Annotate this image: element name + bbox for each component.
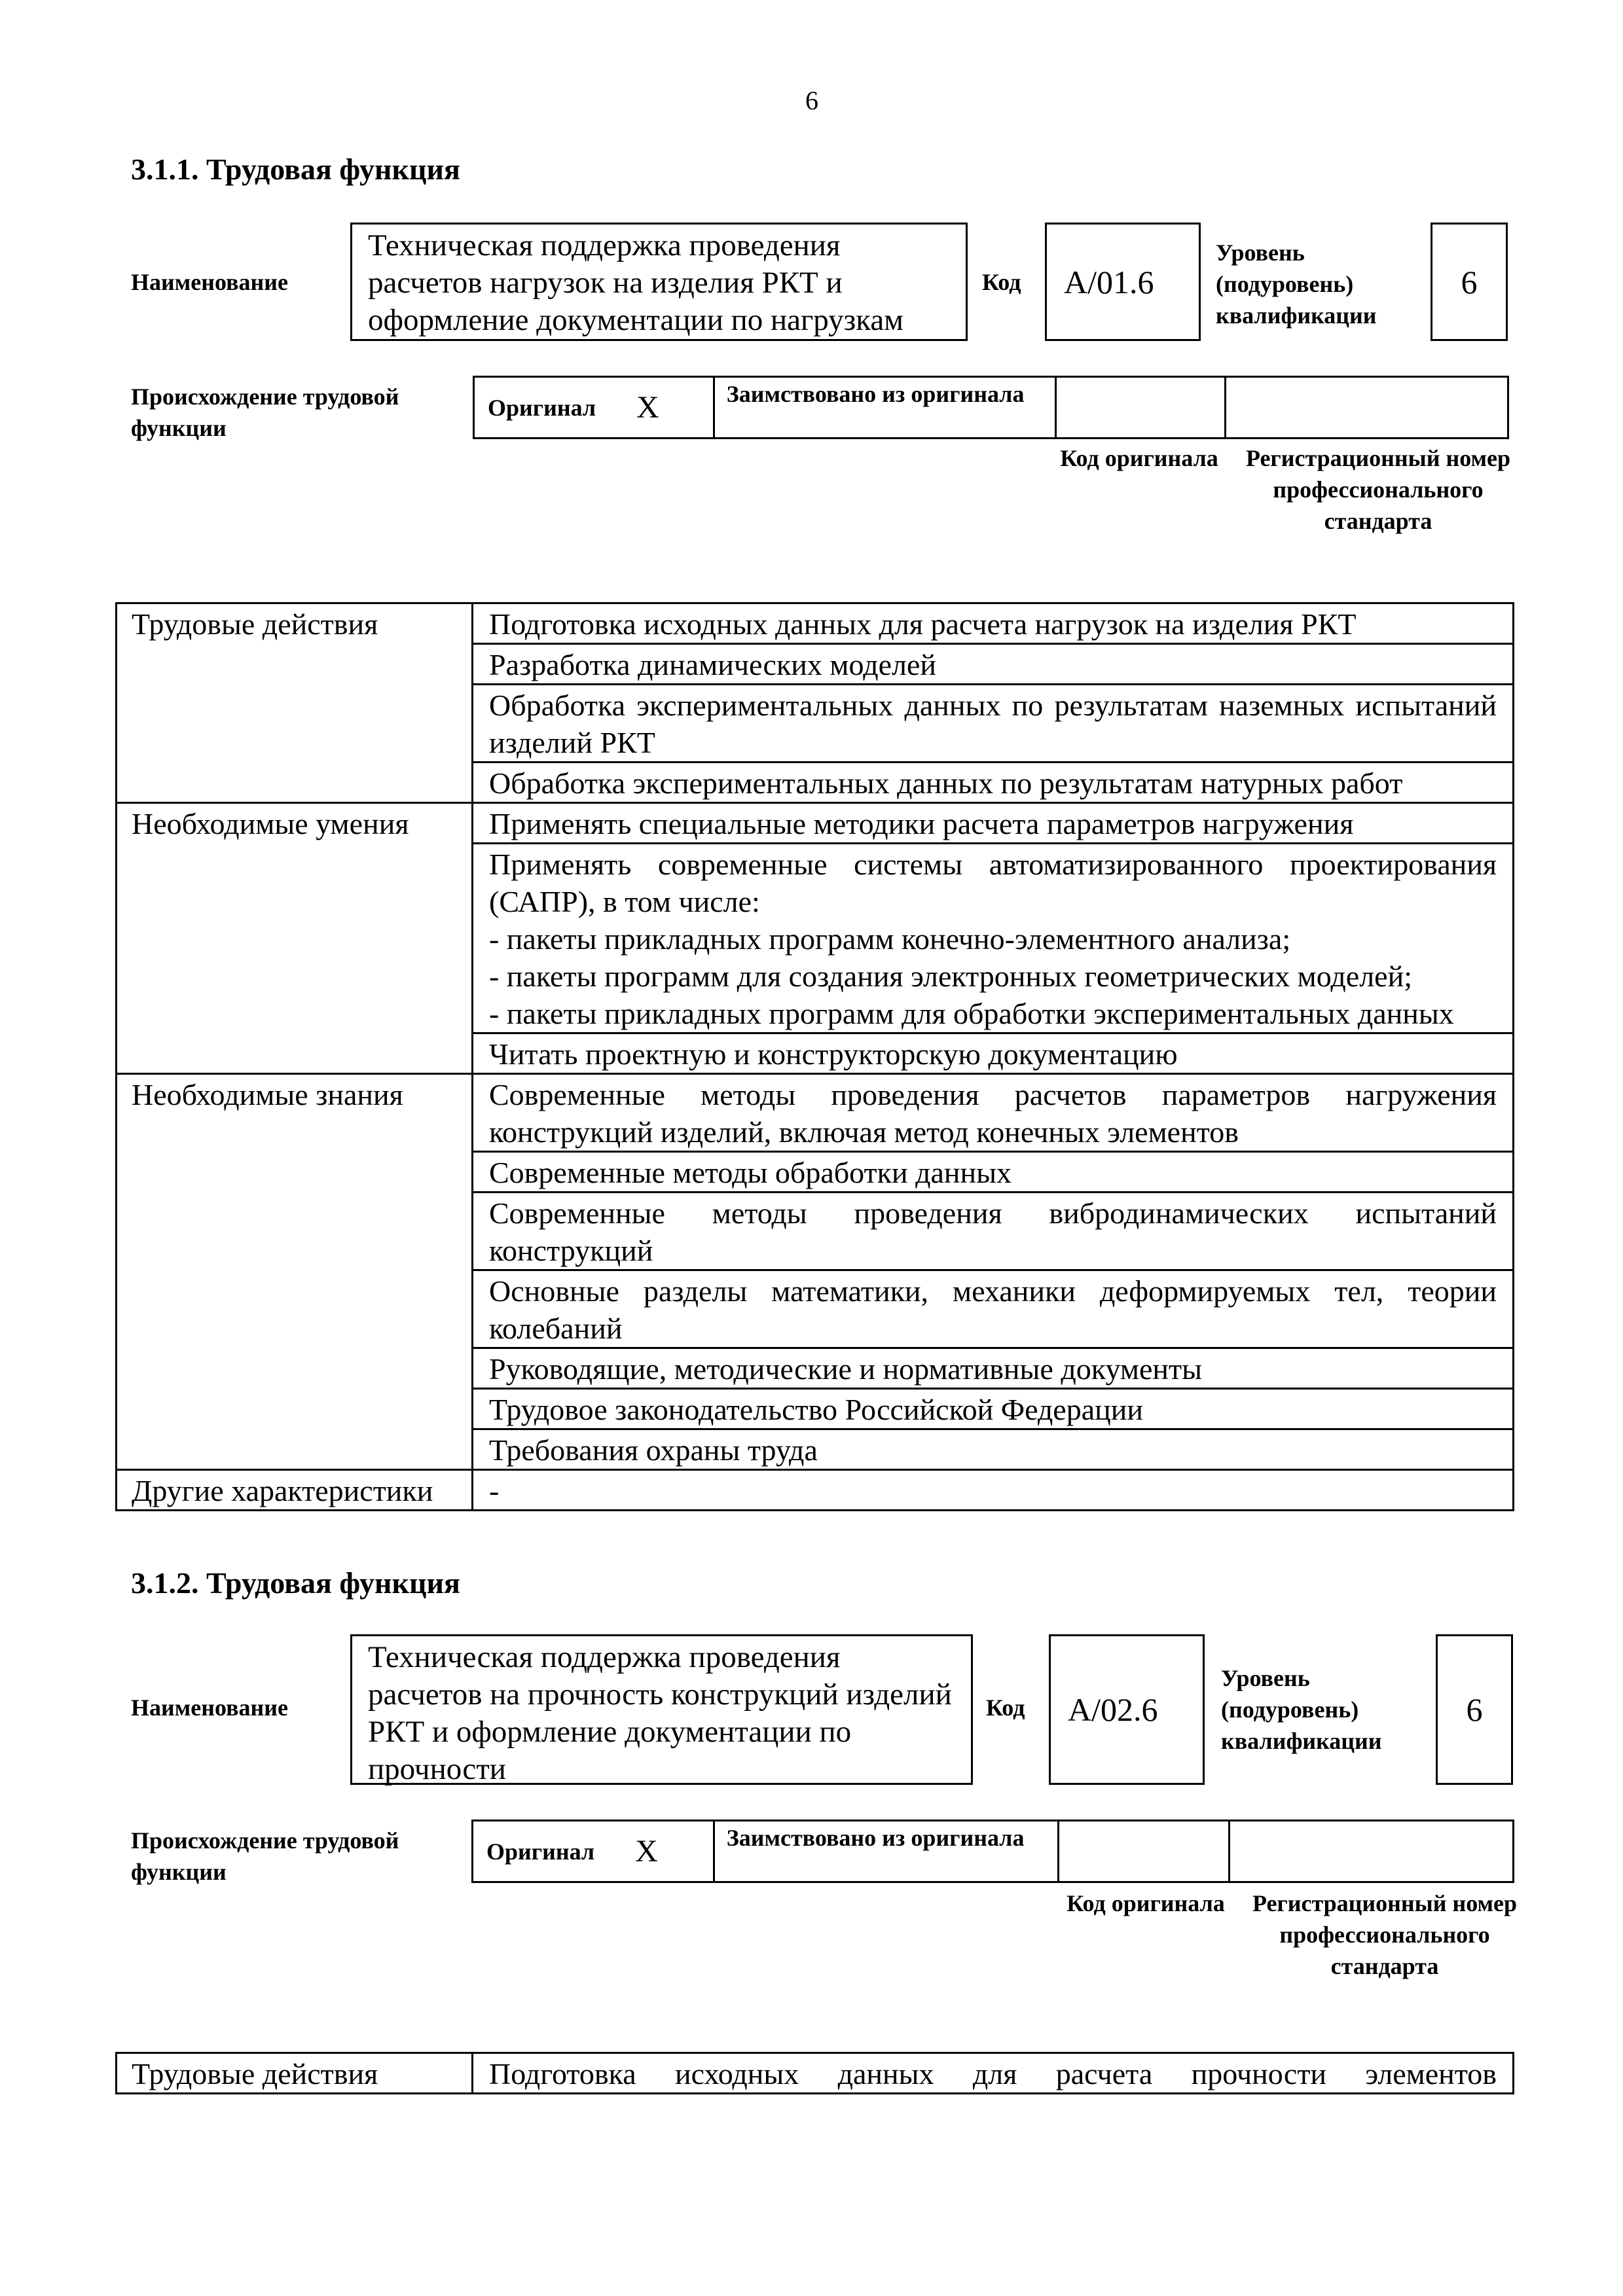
knowledge-item: Руководящие, методические и нормативные документы xyxy=(473,1348,1514,1389)
function-name-box: Техническая поддержка проведения расчетов нагрузок на изделия РКТ и оформление документации по нагрузкам xyxy=(350,223,968,341)
knowledge-item: Современные методы проведения расчетов параметров нагружения конструкций изделий, включая метод конечных элементов xyxy=(473,1074,1514,1152)
code-label: Код xyxy=(982,269,1021,295)
skill-item: Читать проектную и конструкторскую документацию xyxy=(473,1033,1514,1074)
labor-function-table-1 xyxy=(115,602,1514,1511)
labor-action-item: Разработка динамических моделей xyxy=(473,644,1514,685)
function-name-box: Техническая поддержка проведения расчетов на прочность конструкций изделий РКТ и оформление документации по прочности xyxy=(350,1634,973,1785)
section-heading-3-1-1: 3.1.1. Трудовая функция xyxy=(131,152,460,186)
original-code-cell xyxy=(1055,377,1225,439)
caption-registration-number: Регистрационный номер профессионального стандарта xyxy=(1245,445,1511,534)
table-row xyxy=(117,603,1514,644)
origin-table xyxy=(471,1820,1514,1883)
labor-action-item: Обработка экспериментальных данных по результатам натурных работ xyxy=(473,762,1514,803)
category-other-characteristics: Другие характеристики xyxy=(117,1470,473,1511)
table-row xyxy=(117,803,1514,844)
qualification-level-box: 6 xyxy=(1431,223,1508,341)
borrowed-label: Заимствовано из оригинала xyxy=(726,381,1025,407)
code-label: Код xyxy=(986,1695,1025,1721)
labor-action-item: Подготовка исходных данных для расчета нагрузок на изделия РКТ xyxy=(473,603,1514,644)
knowledge-item: Требования охраны труда xyxy=(473,1429,1514,1470)
other-characteristics-value: - xyxy=(473,1470,1514,1511)
table-row xyxy=(117,1074,1514,1152)
original-code-cell xyxy=(1058,1821,1229,1882)
origin-label: Происхождение трудовой функции xyxy=(131,384,399,441)
knowledge-item: Основные разделы математики, механики деформируемых тел, теории колебаний xyxy=(473,1270,1514,1348)
origin-table xyxy=(473,376,1509,439)
original-label: Оригинал xyxy=(486,1838,595,1865)
labor-action-item: Обработка экспериментальных данных по результатам наземных испытаний изделий РКТ xyxy=(473,685,1514,762)
qualification-level-label: Уровень (подуровень) квалификации xyxy=(1216,240,1377,329)
table-row xyxy=(117,1470,1514,1511)
category-required-skills: Необходимые умения xyxy=(117,803,473,1074)
knowledge-item: Современные методы обработки данных xyxy=(473,1152,1514,1193)
knowledge-item: Трудовое законодательство Российской Федерации xyxy=(473,1389,1514,1429)
original-mark: X xyxy=(635,1834,658,1869)
name-label: Наименование xyxy=(131,1695,288,1721)
category-labor-actions: Трудовые действия xyxy=(117,603,473,803)
origin-label: Происхождение трудовой функции xyxy=(131,1827,399,1885)
function-code-box: А/02.6 xyxy=(1049,1634,1205,1785)
caption-registration-number: Регистрационный номер профессионального стандарта xyxy=(1252,1890,1518,1979)
section-heading-3-1-2: 3.1.2. Трудовая функция xyxy=(131,1566,460,1600)
labor-function-table-2 xyxy=(115,2052,1514,2094)
function-code-box: А/01.6 xyxy=(1045,223,1201,341)
qualification-level-box: 6 xyxy=(1436,1634,1513,1785)
skill-item-cad: Применять современные системы автоматизированного проектирования (САПР), в том числе: - пакеты прикладных программ конечно-элементного анализа; - пакеты программ для создания электронных геометрических моделей; - пакеты прикладных программ для обработки экспериментальных данных xyxy=(473,844,1514,1033)
original-label: Оригинал xyxy=(488,394,596,421)
knowledge-item: Современные методы проведения вибродинамических испытаний конструкций xyxy=(473,1193,1514,1270)
caption-original-code: Код оригинала xyxy=(1060,445,1218,471)
category-labor-actions: Трудовые действия xyxy=(117,2053,473,2094)
category-required-knowledge: Необходимые знания xyxy=(117,1074,473,1470)
registration-number-cell xyxy=(1226,377,1508,439)
labor-action-item: Подготовка исходных данных для расчета прочности элементов xyxy=(473,2053,1514,2094)
caption-original-code: Код оригинала xyxy=(1067,1890,1225,1916)
table-row xyxy=(117,2053,1514,2094)
name-label: Наименование xyxy=(131,269,288,295)
page-number: 6 xyxy=(805,86,818,115)
borrowed-label: Заимствовано из оригинала xyxy=(726,1825,1025,1851)
original-mark: X xyxy=(636,390,659,425)
registration-number-cell xyxy=(1230,1821,1514,1882)
skill-item: Применять специальные методики расчета параметров нагружения xyxy=(473,803,1514,844)
qualification-level-label: Уровень (подуровень) квалификации xyxy=(1221,1665,1382,1754)
